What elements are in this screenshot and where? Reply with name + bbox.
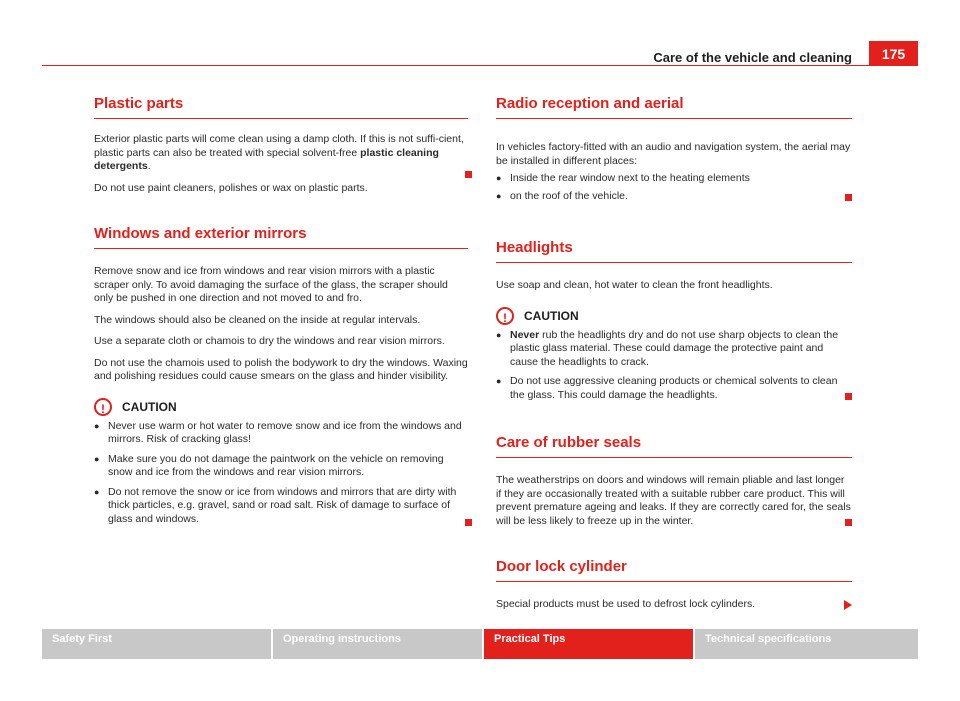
section-headlights	[496, 239, 852, 402]
paragraph: The windows should also be cleaned on the inside at regular intervals.	[94, 313, 421, 326]
list-item-text: Never use warm or hot water to remove snow and ice from the windows and mirrors. Risk of cracking glass!	[108, 419, 462, 445]
section-title-rubber-seals: Care of rubber seals	[496, 434, 852, 458]
list-item	[496, 329, 852, 370]
section-title-radio-aerial: Radio reception and aerial	[496, 95, 852, 119]
text-run: Exterior plastic parts will come clean using a damp cloth. If this is not suffi-cient, plastic parts can also be treated with special solvent-free	[94, 133, 464, 159]
bullet-icon: ●	[496, 329, 502, 340]
list-item	[496, 190, 852, 204]
section-end-mark	[845, 194, 852, 201]
footer-tab-operating-instructions[interactable]: Operating instructions	[273, 629, 482, 659]
paragraph: Do not use the chamois used to polish the bodywork to dry the windows. Waxing and polishing residues could cause smears on the glass and hinder visibility.	[94, 356, 468, 382]
section-rubber-seals	[496, 434, 852, 528]
continue-arrow-icon	[844, 600, 852, 610]
bold-term: plastic cleaning detergents	[94, 146, 439, 172]
page-number: 175	[869, 41, 918, 66]
list-item-text: Make sure you do not damage the paintwork on the vehicle on removing snow and ice from the windows and rear vision mirrors.	[108, 452, 444, 478]
paragraph: Use a separate cloth or chamois to dry the windows and rear vision mirrors.	[94, 335, 445, 347]
bullet-icon: ●	[94, 453, 100, 464]
bullet-icon: ●	[496, 190, 502, 201]
list-item-text	[510, 329, 852, 370]
section-end-mark	[465, 171, 472, 178]
caution-icon: !	[496, 307, 514, 325]
list-item-text: Inside the rear window next to the heating elements	[510, 172, 750, 184]
section-title-door-lock: Door lock cylinder	[496, 558, 852, 582]
list-item	[94, 453, 468, 480]
paragraph: Special products must be used to defrost lock cylinders.	[496, 598, 756, 610]
paragraph: Use soap and clean, hot water to clean the front headlights.	[496, 279, 773, 291]
section-end-mark	[845, 519, 852, 526]
bullet-icon: ●	[496, 376, 502, 386]
running-header-title: Care of the vehicle and cleaning	[653, 50, 852, 65]
caution-heading	[496, 307, 852, 325]
section-title-windows-mirrors: Windows and exterior mirrors	[94, 225, 468, 249]
footer-tab-safety-first[interactable]: Safety First	[42, 629, 271, 659]
section-radio-aerial	[496, 95, 852, 203]
bold-term: Never	[510, 328, 540, 341]
bullet-icon: ●	[94, 486, 100, 497]
section-end-mark	[845, 393, 852, 400]
left-column	[94, 95, 468, 526]
section-title-plastic-parts: Plastic parts	[94, 95, 468, 119]
section-end-mark	[465, 519, 472, 526]
list-item-text: Do not remove the snow or ice from windows and mirrors that are dirty with thick particles, e.g. gravel, sand or road salt. Risk of damage to surface of glass and windows.	[108, 485, 457, 525]
paragraph	[94, 133, 468, 174]
section-windows-mirrors	[94, 225, 468, 526]
bullet-icon: ●	[94, 420, 100, 431]
paragraph: Do not use paint cleaners, polishes or wax on plastic parts.	[94, 181, 368, 194]
footer-tab-practical-tips[interactable]: Practical Tips	[484, 629, 693, 659]
list-item	[94, 486, 468, 527]
paragraph: The weatherstrips on doors and windows will remain pliable and last longer if they are occasionally treated with a suitable rubber care product. This will prevent premature ageing and leaks. If they are correctly cared for, the seals will be less likely to freeze up in the winter.	[496, 474, 851, 527]
caution-icon: !	[94, 398, 112, 416]
list-item-text: Do not use aggressive cleaning products or chemical solvents to clean the glass. This could damage the headlights.	[510, 375, 838, 401]
section-title-headlights: Headlights	[496, 239, 852, 263]
bullet-icon: ●	[496, 173, 502, 183]
list-item	[94, 420, 468, 447]
caution-heading	[94, 398, 468, 416]
right-column	[496, 95, 852, 612]
list-item	[496, 172, 852, 186]
paragraph: In vehicles factory-fitted with an audio and navigation system, the aerial may be installed in different places:	[496, 141, 851, 167]
list-item-text: on the roof of the vehicle.	[510, 189, 628, 202]
header-rule	[42, 65, 918, 66]
text-run: rub the headlights dry and do not use sharp objects to clean the plastic glass material. These could damage the protective paint and cause the headlights to crack.	[510, 328, 839, 368]
list-item	[496, 375, 852, 402]
section-plastic-parts	[94, 95, 468, 195]
caution-label: CAUTION	[122, 399, 177, 414]
footer-tab-technical-specifications[interactable]: Technical specifications	[695, 629, 918, 659]
text-run: .	[147, 160, 151, 172]
footer-navigation	[42, 629, 918, 659]
paragraph: Remove snow and ice from windows and rear vision mirrors with a plastic scraper only. To avoid damaging the surface of the glass, the scraper should only be pushed in one direction and not moved to and fro.	[94, 265, 448, 304]
caution-label: CAUTION	[524, 308, 579, 323]
section-door-lock	[496, 558, 852, 612]
